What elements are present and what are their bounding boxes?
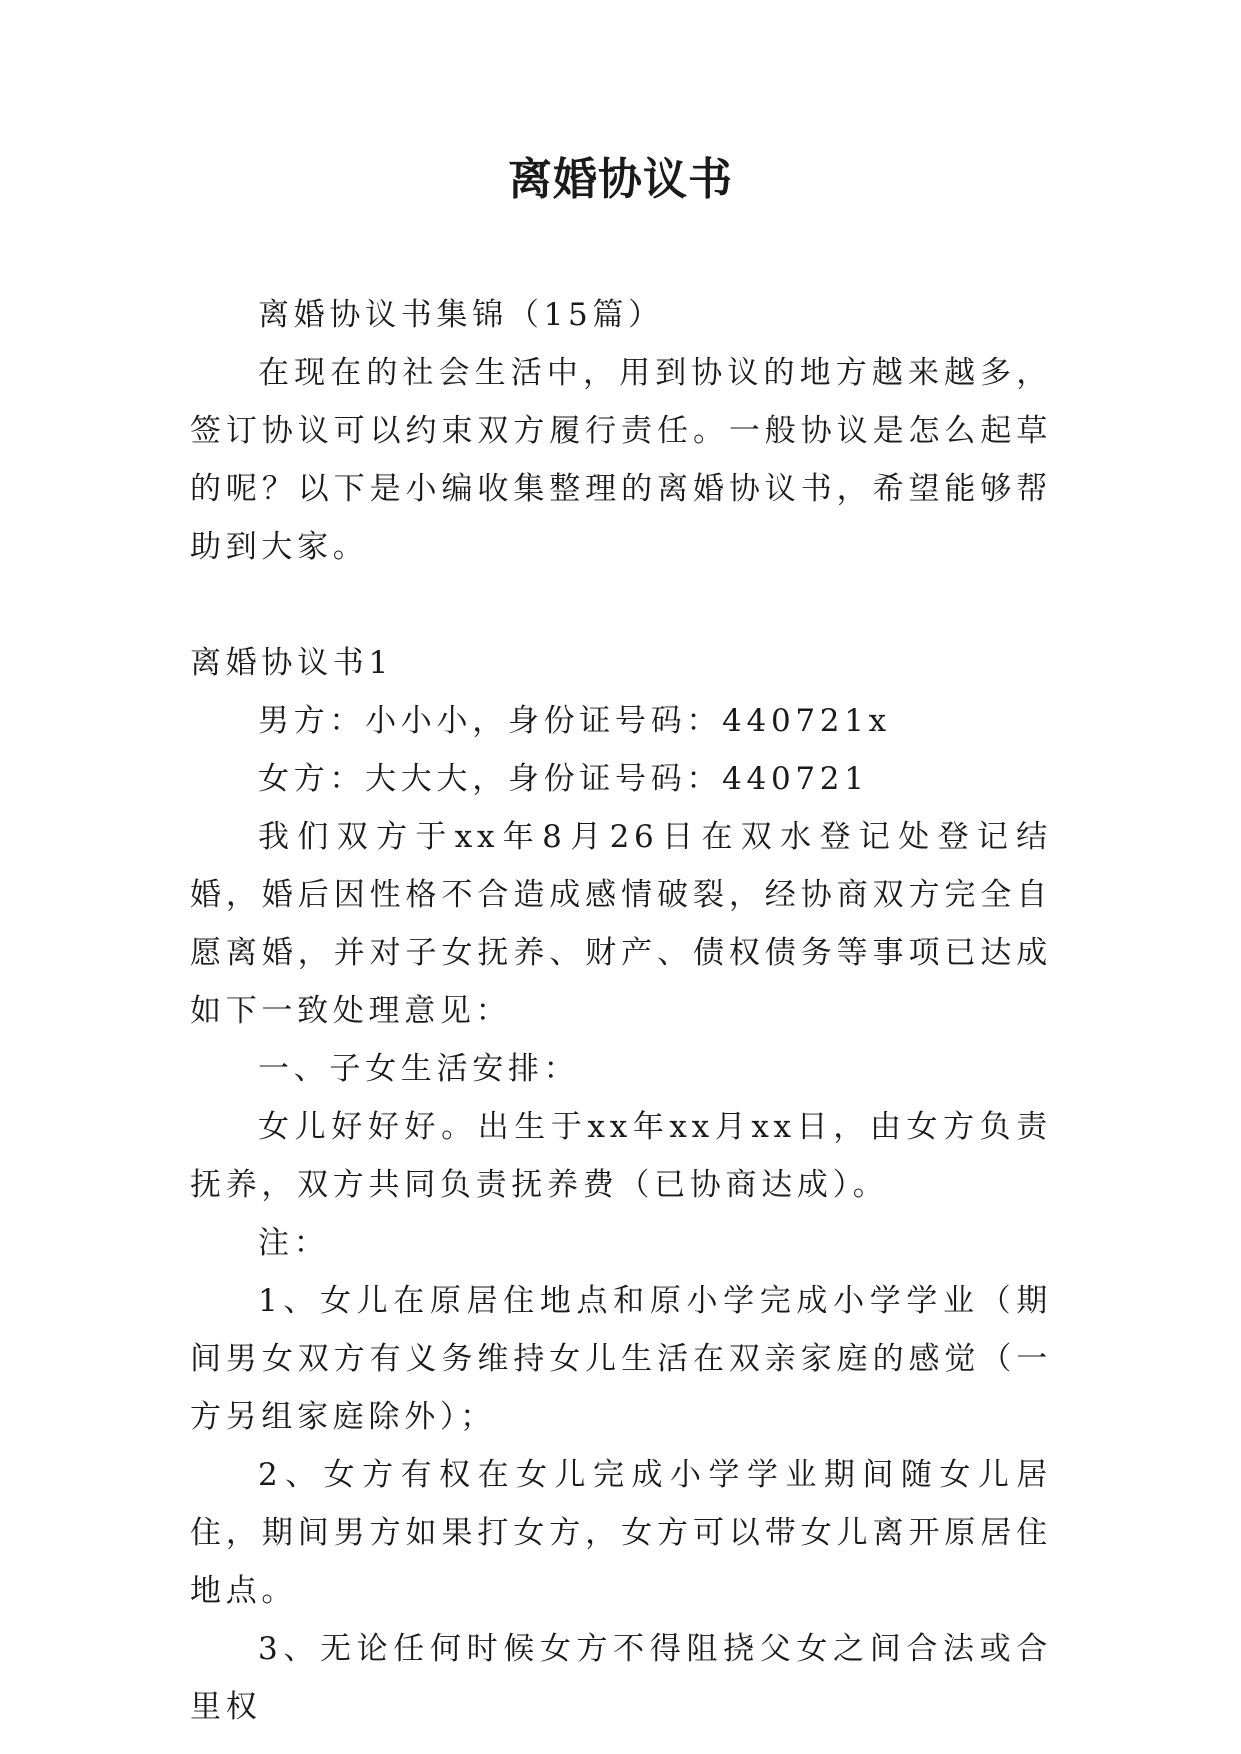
- collection-subtitle: 离婚协议书集锦（15篇）: [258, 297, 664, 333]
- child-custody-paragraph: 女儿好好好。出生于xx年xx月xx日，由女方负责抚养，双方共同负责抚养费（已协商达成）。: [190, 1109, 1052, 1203]
- section-heading: 离婚协议书1: [190, 645, 393, 681]
- document-body: [190, 286, 1052, 1736]
- intro-paragraph: 在现在的社会生活中，用到协议的地方越来越多，签订协议可以约束双方履行责任。一般协议是怎么起草的呢？以下是小编收集整理的离婚协议书，希望能够帮助到大家。: [190, 355, 1052, 565]
- note-item-3: 3、无论任何时候女方不得阻挠父女之间合法或合里权: [190, 1631, 1052, 1725]
- note-item-2: 2、女方有权在女儿完成小学学业期间随女儿居住，期间男方如果打女方，女方可以带女儿离开原居住地点。: [190, 1457, 1052, 1609]
- male-party-line: 男方：小小小，身份证号码：440721x: [258, 703, 891, 739]
- marriage-statement: 我们双方于xx年8月26日在双水登记处登记结婚，婚后因性格不合造成感情破裂，经协商双方完全自愿离婚，并对子女抚养、财产、债权债务等事项已达成如下一致处理意见：: [190, 819, 1052, 1029]
- clause-heading-children: 一、子女生活安排：: [258, 1051, 580, 1087]
- document-title: 离婚协议书: [508, 154, 733, 205]
- female-party-line: 女方：大大大，身份证号码：440721: [258, 761, 869, 797]
- paragraph-spacer: [190, 576, 1052, 634]
- note-item-1: 1、女儿在原居住地点和原小学完成小学学业（期间男女双方有义务维持女儿生活在双亲家庭的感觉（一方另组家庭除外）；: [190, 1283, 1052, 1435]
- note-label: 注：: [258, 1225, 330, 1261]
